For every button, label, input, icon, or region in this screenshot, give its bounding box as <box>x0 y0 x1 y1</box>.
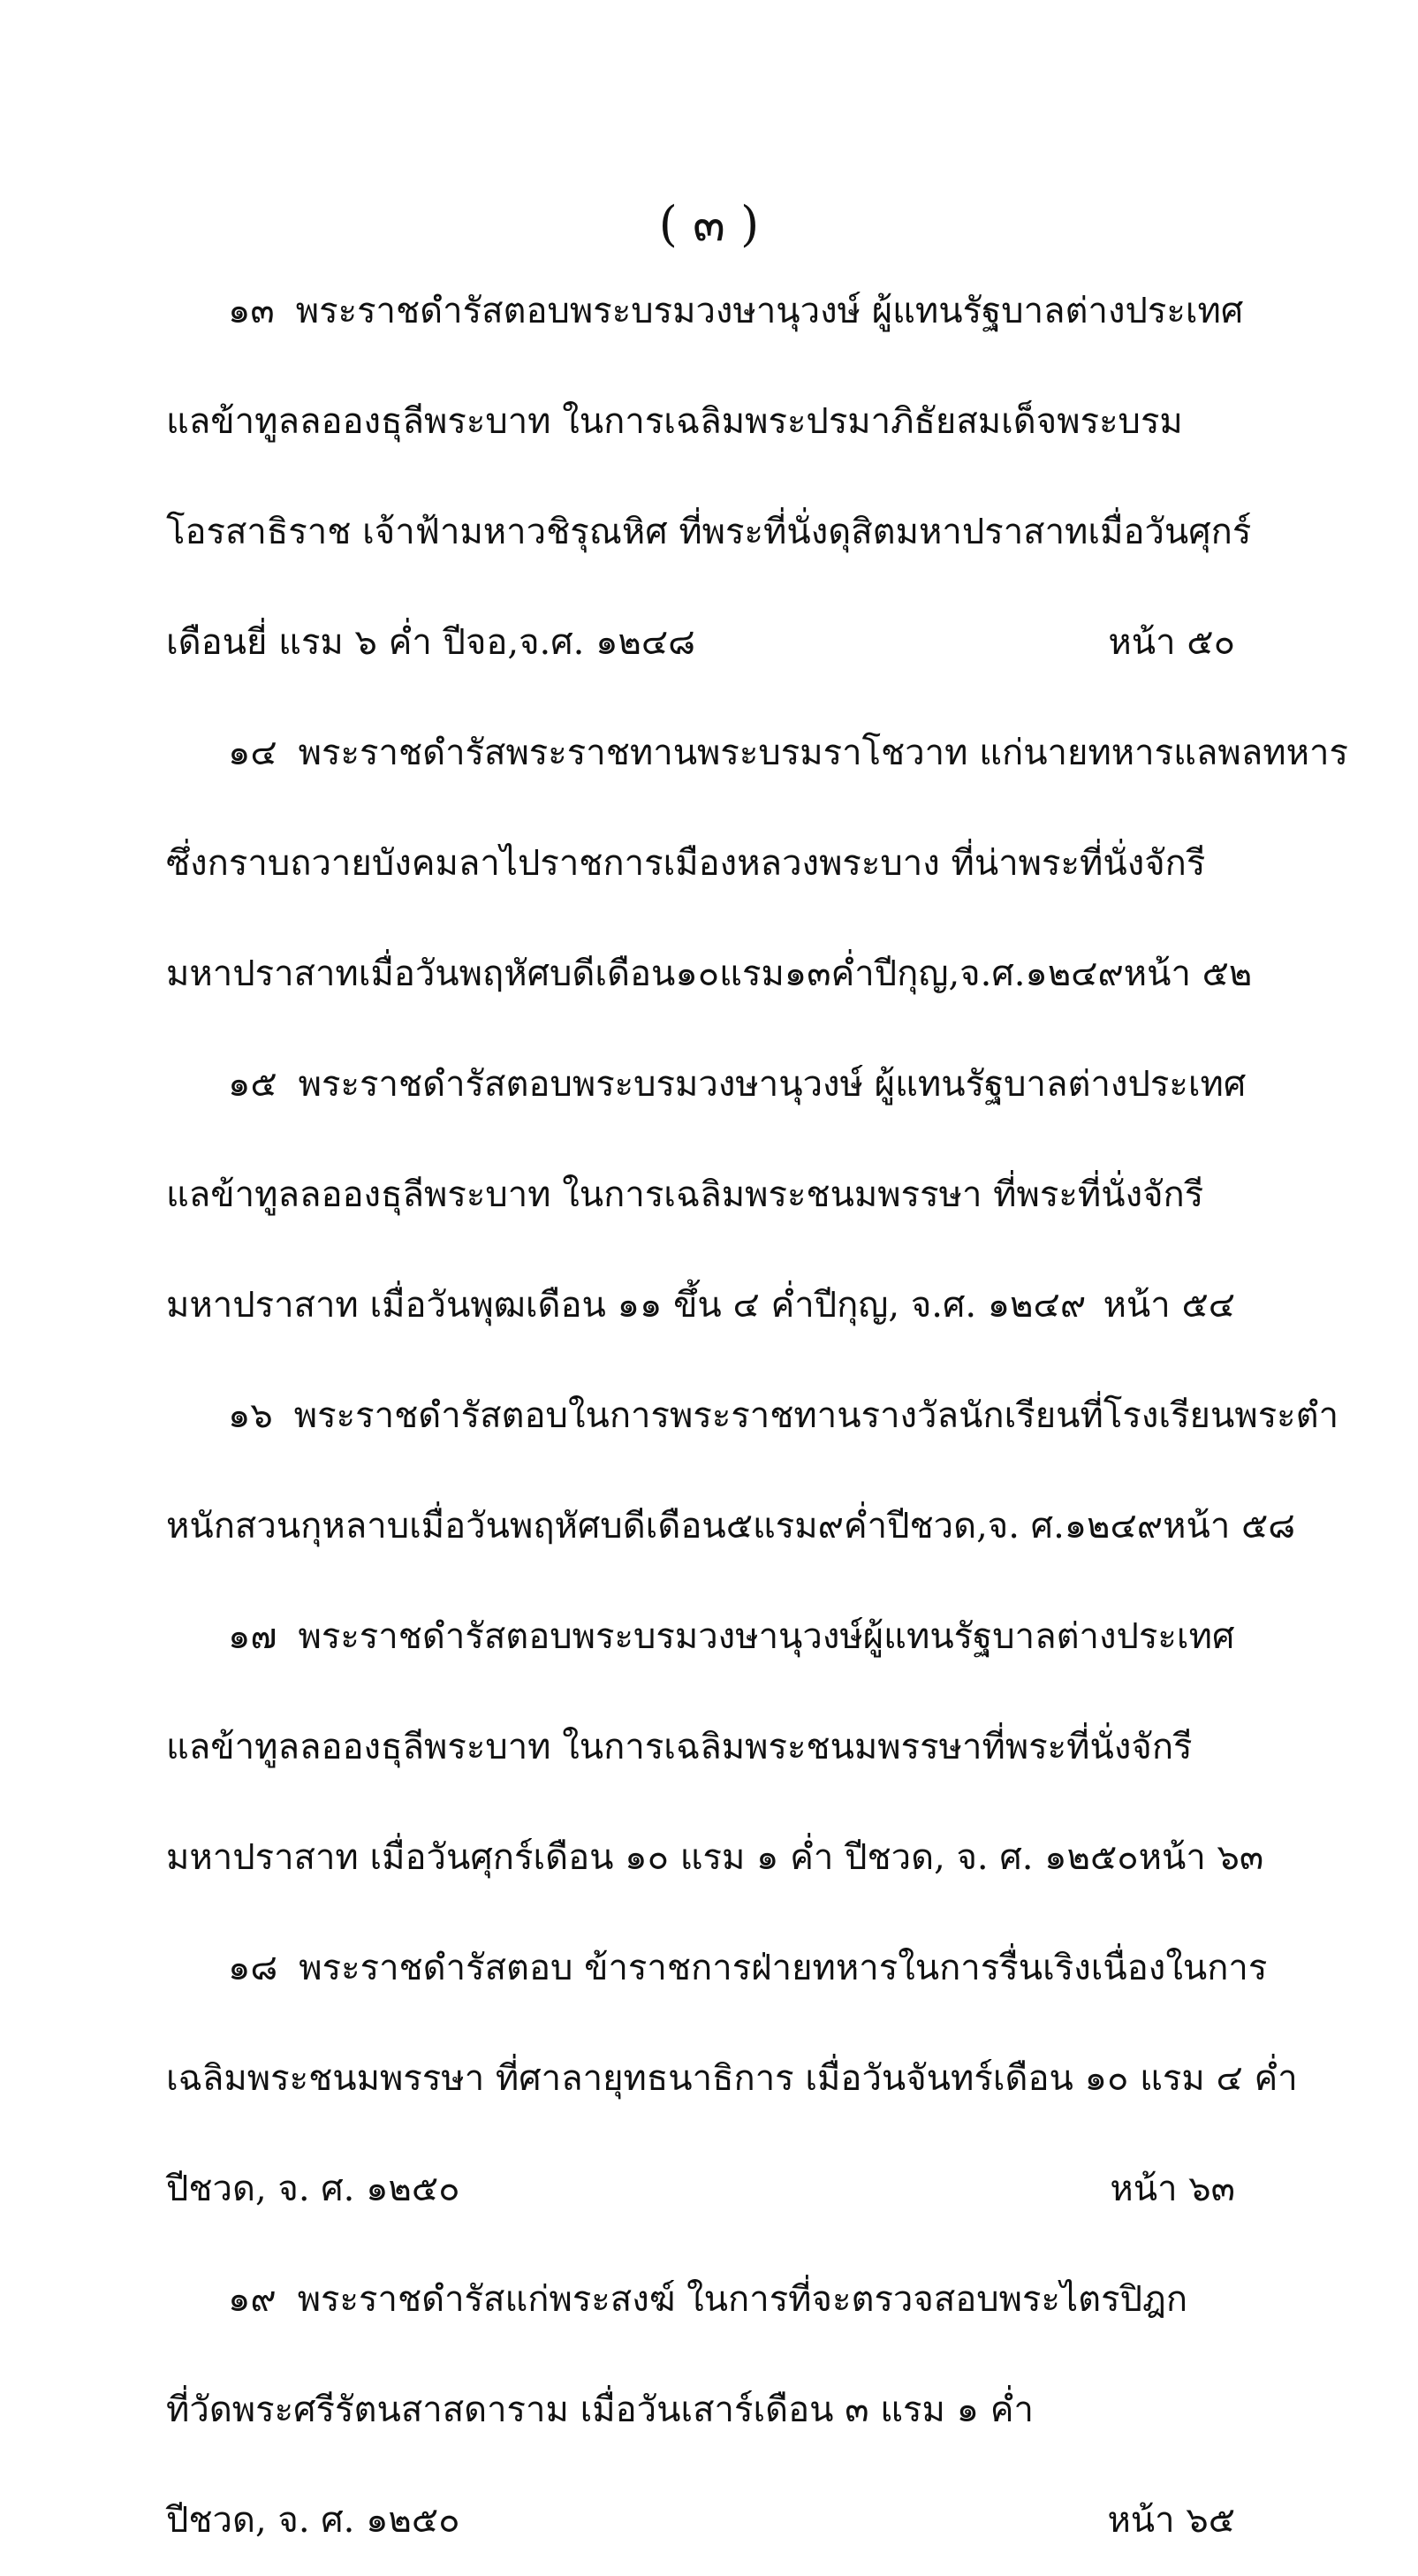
entry-text: มหาปราสาทเมื่อวันพฤหัศบดีเดือน๑๐แรม๑๓ค่ำปีกุญ,จ.ศ.๑๒๔๙ <box>166 954 1124 994</box>
entry-number: ๑๔ <box>228 733 277 773</box>
entry-line <box>166 1361 1339 1471</box>
entry-page: หน้า ๖๓ <box>1110 2169 1235 2209</box>
entry-line <box>166 1140 1235 1250</box>
entry-line <box>166 1803 1264 1913</box>
entry-text: ปีชวด, จ. ศ. ๑๒๕๐ <box>166 2500 460 2541</box>
entry-line <box>166 367 1235 477</box>
entry-number: ๑๗ <box>228 1616 277 1657</box>
entry-line <box>166 698 1348 809</box>
entry-text: ซึ่งกราบถวายบังคมลาไปราชการเมืองหลวงพระบาง ที่น่าพระที่นั่งจักรี <box>166 843 1206 884</box>
entry-line <box>166 1250 1235 1361</box>
table-of-contents <box>166 256 1348 2576</box>
entry-text: พระราชดำรัสตอบพระบรมวงษานุวงษ์ผู้แทนรัฐบาลต่างประเทศ <box>298 1616 1235 1657</box>
entry-page: หน้า ๖๓ <box>1138 1837 1264 1878</box>
entry-text: พระราชดำรัสตอบพระบรมวงษานุวงษ์ ผู้แทนรัฐบาลต่างประเทศ <box>298 1064 1247 1105</box>
entry-text: พระราชดำรัสตอบ ข้าราชการฝ่ายทหารในการรื่นเริงเนื่องในการ <box>299 1948 1268 1988</box>
entry-text: เดือนยี่ แรม ๖ ค่ำ ปีจอ,จ.ศ. ๑๒๔๘ <box>166 622 695 663</box>
entry-text: พระราชดำรัสตอบพระบรมวงษานุวงษ์ ผู้แทนรัฐบาลต่างประเทศ <box>295 291 1244 331</box>
entry-page: หน้า ๕๔ <box>1103 1285 1235 1326</box>
toc-entry <box>166 256 1252 698</box>
entry-line <box>166 1030 1247 1140</box>
entry-page: หน้า ๕๘ <box>1163 1506 1296 1546</box>
toc-entry <box>166 1582 1264 1913</box>
entry-text: แลข้าทูลลอองธุลีพระบาท ในการเฉลิมพระชนมพรรษา ที่พระที่นั่งจักรี <box>166 1174 1204 1215</box>
toc-entry <box>166 1361 1339 1582</box>
entry-line <box>166 2355 1235 2466</box>
entry-line <box>166 588 1235 698</box>
entry-text: พระราชดำรัสตอบในการพระราชทานรางวัลนักเรียนที่โรงเรียนพระตำ <box>293 1395 1339 1436</box>
entry-text: ที่วัดพระศรีรัตนสาสดาราม เมื่อวันเสาร์เดือน ๓ แรม ๑ ค่ำ <box>166 2390 1034 2430</box>
entry-text: โอรสาธิราช เจ้าฟ้ามหาวชิรุณหิศ ที่พระที่นั่งดุสิตมหาปราสาทเมื่อวันศุกร์ <box>166 512 1252 552</box>
entry-line <box>166 1471 1296 1582</box>
entry-text: หนักสวนกุหลาบเมื่อวันพฤหัศบดีเดือน๕แรม๙ค่ำปีชวด,จ. ศ.๑๒๔๙ <box>166 1506 1164 1546</box>
entry-line <box>166 2466 1235 2576</box>
entry-line <box>166 2134 1235 2245</box>
toc-entry <box>166 2245 1235 2576</box>
entry-page: หน้า ๕๐ <box>1108 622 1235 663</box>
entry-text: แลข้าทูลลอองธุลีพระบาท ในการเฉลิมพระปรมาภิธัยสมเด็จพระบรม <box>166 401 1183 442</box>
entry-text: เฉลิมพระชนมพรรษา ที่ศาลายุทธนาธิการ เมื่อวันจันทร์เดือน ๑๐ แรม ๔ ค่ำ <box>166 2058 1298 2099</box>
entry-line <box>166 919 1253 1030</box>
entry-number: ๑๓ <box>228 291 275 331</box>
entry-line <box>166 1692 1235 1803</box>
toc-entry <box>166 1913 1298 2245</box>
entry-text: พระราชดำรัสพระราชทานพระบรมราโชวาท แก่นายทหารแลพลทหาร <box>298 733 1348 773</box>
entry-number: ๑๖ <box>228 1395 273 1436</box>
page-number: ( ๓ ) <box>658 196 760 252</box>
entry-text: มหาปราสาท เมื่อวันศุกร์เดือน ๑๐ แรม ๑ ค่ำ ปีชวด, จ. ศ. ๑๒๕๐ <box>166 1837 1139 1878</box>
entry-page: หน้า ๕๒ <box>1123 954 1253 994</box>
entry-line <box>166 1913 1268 2024</box>
entry-line <box>166 1582 1235 1692</box>
entry-number: ๑๕ <box>228 1064 277 1105</box>
entry-text: แลข้าทูลลอองธุลีพระบาท ในการเฉลิมพระชนมพรรษาที่พระที่นั่งจักรี <box>166 1727 1193 1767</box>
entry-line <box>166 477 1252 588</box>
entry-line <box>166 809 1235 919</box>
entry-page: หน้า ๖๕ <box>1107 2500 1235 2541</box>
entry-line <box>166 2024 1298 2134</box>
entry-text: มหาปราสาท เมื่อวันพุฒเดือน ๑๑ ขึ้น ๔ ค่ำปีกุญ, จ.ศ. ๑๒๔๙ <box>166 1285 1087 1326</box>
entry-number: ๑๙ <box>228 2279 277 2320</box>
entry-text: ปีชวด, จ. ศ. ๑๒๕๐ <box>166 2169 460 2209</box>
entry-line <box>166 2245 1235 2355</box>
toc-entry <box>166 698 1348 1030</box>
entry-number: ๑๘ <box>228 1948 278 1988</box>
toc-entry <box>166 1030 1247 1361</box>
entry-line <box>166 256 1244 367</box>
entry-text: พระราชดำรัสแก่พระสงฆ์ ในการที่จะตรวจสอบพระไตรปิฎก <box>297 2279 1188 2320</box>
